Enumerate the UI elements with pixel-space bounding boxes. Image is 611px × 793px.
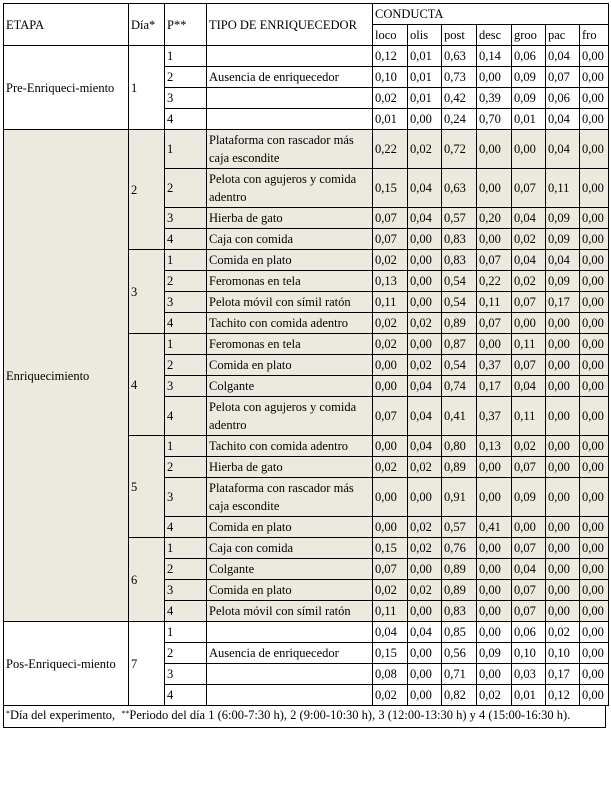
header-etapa: ETAPA <box>4 4 129 46</box>
value-cell-groo: 0,07 <box>512 601 546 622</box>
period-cell: 2 <box>165 355 207 376</box>
value-cell-pac: 0,04 <box>546 46 580 67</box>
period-cell: 3 <box>165 292 207 313</box>
value-cell-groo: 0,01 <box>512 685 546 706</box>
period-cell: 1 <box>165 538 207 559</box>
value-cell-post: 0,89 <box>442 457 477 478</box>
value-cell-pac: 0,00 <box>546 355 580 376</box>
value-cell-pac: 0,00 <box>546 559 580 580</box>
header-conducta: CONDUCTA <box>373 4 609 25</box>
value-cell-loco: 0,00 <box>373 436 408 457</box>
value-cell-fro: 0,00 <box>580 559 609 580</box>
value-cell-fro: 0,00 <box>580 397 609 436</box>
value-cell-olis: 0,00 <box>408 271 442 292</box>
value-cell-pac: 0,04 <box>546 250 580 271</box>
header-col-loco: loco <box>373 25 408 46</box>
value-cell-fro: 0,00 <box>580 208 609 229</box>
day-cell: 3 <box>129 250 165 334</box>
value-cell-desc: 0,00 <box>477 622 512 643</box>
enricher-type-cell: Pelota móvil con símil ratón <box>207 601 373 622</box>
enricher-type-cell <box>207 685 373 706</box>
value-cell-groo: 0,00 <box>512 130 546 169</box>
value-cell-post: 0,87 <box>442 334 477 355</box>
stage-cell: Enriquecimiento <box>4 130 129 622</box>
value-cell-groo: 0,03 <box>512 664 546 685</box>
enricher-type-cell: Comida en plato <box>207 580 373 601</box>
value-cell-pac: 0,00 <box>546 436 580 457</box>
value-cell-groo: 0,06 <box>512 46 546 67</box>
footnote-day-text: Día del experimento, <box>10 708 116 722</box>
value-cell-groo: 0,07 <box>512 169 546 208</box>
day-cell: 5 <box>129 436 165 538</box>
value-cell-loco: 0,02 <box>373 457 408 478</box>
value-cell-post: 0,73 <box>442 67 477 88</box>
enricher-type-cell: Pelota con agujeros y comida adentro <box>207 397 373 436</box>
header-tipo: TIPO DE ENRIQUECEDOR <box>207 4 373 46</box>
value-cell-desc: 0,39 <box>477 88 512 109</box>
value-cell-fro: 0,00 <box>580 478 609 517</box>
value-cell-groo: 0,11 <box>512 334 546 355</box>
period-cell: 2 <box>165 271 207 292</box>
footnote <box>3 706 606 728</box>
value-cell-fro: 0,00 <box>580 517 609 538</box>
value-cell-post: 0,63 <box>442 46 477 67</box>
value-cell-desc: 0,00 <box>477 478 512 517</box>
header-col-fro: fro <box>580 25 609 46</box>
value-cell-desc: 0,00 <box>477 664 512 685</box>
value-cell-olis: 0,02 <box>408 538 442 559</box>
period-cell: 1 <box>165 622 207 643</box>
value-cell-pac: 0,04 <box>546 109 580 130</box>
enricher-type-cell: Ausencia de enriquecedor <box>207 643 373 664</box>
value-cell-desc: 0,37 <box>477 397 512 436</box>
value-cell-fro: 0,00 <box>580 334 609 355</box>
value-cell-post: 0,57 <box>442 517 477 538</box>
value-cell-post: 0,76 <box>442 538 477 559</box>
value-cell-groo: 0,07 <box>512 538 546 559</box>
value-cell-olis: 0,00 <box>408 685 442 706</box>
value-cell-fro: 0,00 <box>580 229 609 250</box>
header-dia: Día* <box>129 4 165 46</box>
value-cell-post: 0,89 <box>442 313 477 334</box>
value-cell-fro: 0,00 <box>580 46 609 67</box>
period-cell: 1 <box>165 46 207 67</box>
value-cell-pac: 0,00 <box>546 538 580 559</box>
header-periodo: P** <box>165 4 207 46</box>
value-cell-pac: 0,09 <box>546 229 580 250</box>
period-cell: 2 <box>165 643 207 664</box>
value-cell-olis: 0,04 <box>408 169 442 208</box>
value-cell-groo: 0,04 <box>512 250 546 271</box>
value-cell-desc: 0,22 <box>477 271 512 292</box>
period-cell: 4 <box>165 517 207 538</box>
value-cell-post: 0,91 <box>442 478 477 517</box>
value-cell-olis: 0,04 <box>408 622 442 643</box>
enricher-type-cell: Hierba de gato <box>207 208 373 229</box>
footnote-mark-period: ** <box>121 709 130 718</box>
value-cell-post: 0,24 <box>442 109 477 130</box>
value-cell-post: 0,83 <box>442 229 477 250</box>
value-cell-fro: 0,00 <box>580 643 609 664</box>
table-row <box>4 46 609 67</box>
footnote-period-text: Periodo del día 1 (6:00-7:30 h), 2 (9:00-10:30 h), 3 (12:00-13:30 h) y 4 (15:00-16:30 h). <box>129 708 571 722</box>
value-cell-desc: 0,11 <box>477 292 512 313</box>
value-cell-olis: 0,00 <box>408 229 442 250</box>
value-cell-desc: 0,37 <box>477 355 512 376</box>
value-cell-desc: 0,00 <box>477 457 512 478</box>
value-cell-pac: 0,17 <box>546 664 580 685</box>
value-cell-post: 0,42 <box>442 88 477 109</box>
value-cell-loco: 0,01 <box>373 109 408 130</box>
value-cell-loco: 0,07 <box>373 208 408 229</box>
value-cell-fro: 0,00 <box>580 271 609 292</box>
value-cell-groo: 0,02 <box>512 271 546 292</box>
value-cell-olis: 0,04 <box>408 376 442 397</box>
value-cell-olis: 0,00 <box>408 601 442 622</box>
value-cell-fro: 0,00 <box>580 250 609 271</box>
enricher-type-cell: Colgante <box>207 376 373 397</box>
value-cell-fro: 0,00 <box>580 355 609 376</box>
value-cell-olis: 0,00 <box>408 478 442 517</box>
value-cell-loco: 0,04 <box>373 622 408 643</box>
value-cell-loco: 0,00 <box>373 517 408 538</box>
period-cell: 2 <box>165 457 207 478</box>
value-cell-groo: 0,04 <box>512 559 546 580</box>
value-cell-olis: 0,01 <box>408 67 442 88</box>
period-cell: 1 <box>165 130 207 169</box>
value-cell-loco: 0,13 <box>373 271 408 292</box>
value-cell-post: 0,54 <box>442 355 477 376</box>
value-cell-fro: 0,00 <box>580 376 609 397</box>
value-cell-loco: 0,00 <box>373 376 408 397</box>
header-col-pac: pac <box>546 25 580 46</box>
value-cell-post: 0,71 <box>442 664 477 685</box>
value-cell-desc: 0,07 <box>477 250 512 271</box>
value-cell-olis: 0,00 <box>408 109 442 130</box>
behavior-table <box>3 3 609 706</box>
value-cell-desc: 0,09 <box>477 643 512 664</box>
enricher-type-cell: Hierba de gato <box>207 457 373 478</box>
value-cell-loco: 0,02 <box>373 88 408 109</box>
value-cell-olis: 0,00 <box>408 664 442 685</box>
value-cell-fro: 0,00 <box>580 622 609 643</box>
value-cell-loco: 0,02 <box>373 250 408 271</box>
header-col-post: post <box>442 25 477 46</box>
value-cell-groo: 0,07 <box>512 292 546 313</box>
enricher-type-cell: Comida en plato <box>207 250 373 271</box>
value-cell-post: 0,56 <box>442 643 477 664</box>
period-cell: 4 <box>165 601 207 622</box>
value-cell-pac: 0,02 <box>546 622 580 643</box>
value-cell-groo: 0,01 <box>512 109 546 130</box>
table-row <box>4 130 609 169</box>
period-cell: 2 <box>165 67 207 88</box>
value-cell-desc: 0,00 <box>477 67 512 88</box>
value-cell-loco: 0,00 <box>373 355 408 376</box>
period-cell: 2 <box>165 169 207 208</box>
value-cell-post: 0,83 <box>442 250 477 271</box>
value-cell-fro: 0,00 <box>580 685 609 706</box>
value-cell-groo: 0,07 <box>512 580 546 601</box>
value-cell-pac: 0,10 <box>546 643 580 664</box>
value-cell-olis: 0,04 <box>408 397 442 436</box>
value-cell-loco: 0,10 <box>373 67 408 88</box>
value-cell-pac: 0,00 <box>546 376 580 397</box>
value-cell-fro: 0,00 <box>580 601 609 622</box>
enricher-type-cell: Tachito con comida adentro <box>207 313 373 334</box>
value-cell-pac: 0,07 <box>546 67 580 88</box>
value-cell-post: 0,74 <box>442 376 477 397</box>
value-cell-loco: 0,07 <box>373 229 408 250</box>
value-cell-fro: 0,00 <box>580 67 609 88</box>
value-cell-olis: 0,00 <box>408 643 442 664</box>
value-cell-post: 0,89 <box>442 559 477 580</box>
value-cell-loco: 0,08 <box>373 664 408 685</box>
period-cell: 2 <box>165 559 207 580</box>
enricher-type-cell: Colgante <box>207 559 373 580</box>
value-cell-desc: 0,07 <box>477 313 512 334</box>
value-cell-desc: 0,20 <box>477 208 512 229</box>
value-cell-olis: 0,02 <box>408 313 442 334</box>
value-cell-post: 0,57 <box>442 208 477 229</box>
day-cell: 7 <box>129 622 165 706</box>
value-cell-desc: 0,14 <box>477 46 512 67</box>
enricher-type-cell: Ausencia de enriquecedor <box>207 67 373 88</box>
value-cell-post: 0,89 <box>442 580 477 601</box>
value-cell-desc: 0,00 <box>477 538 512 559</box>
value-cell-pac: 0,06 <box>546 88 580 109</box>
value-cell-loco: 0,02 <box>373 334 408 355</box>
enricher-type-cell <box>207 109 373 130</box>
value-cell-olis: 0,01 <box>408 46 442 67</box>
enricher-type-cell <box>207 46 373 67</box>
value-cell-olis: 0,04 <box>408 208 442 229</box>
value-cell-loco: 0,12 <box>373 46 408 67</box>
value-cell-desc: 0,00 <box>477 169 512 208</box>
value-cell-fro: 0,00 <box>580 457 609 478</box>
value-cell-pac: 0,09 <box>546 271 580 292</box>
enricher-type-cell: Pelota móvil con símil ratón <box>207 292 373 313</box>
enricher-type-cell <box>207 622 373 643</box>
value-cell-groo: 0,10 <box>512 643 546 664</box>
value-cell-groo: 0,07 <box>512 355 546 376</box>
value-cell-post: 0,82 <box>442 685 477 706</box>
value-cell-olis: 0,04 <box>408 436 442 457</box>
period-cell: 1 <box>165 250 207 271</box>
period-cell: 4 <box>165 685 207 706</box>
enricher-type-cell: Caja con comida <box>207 229 373 250</box>
value-cell-desc: 0,00 <box>477 601 512 622</box>
value-cell-pac: 0,12 <box>546 685 580 706</box>
value-cell-pac: 0,00 <box>546 580 580 601</box>
value-cell-groo: 0,11 <box>512 397 546 436</box>
enricher-type-cell: Feromonas en tela <box>207 334 373 355</box>
value-cell-fro: 0,00 <box>580 538 609 559</box>
value-cell-pac: 0,17 <box>546 292 580 313</box>
value-cell-loco: 0,02 <box>373 685 408 706</box>
value-cell-olis: 0,02 <box>408 130 442 169</box>
value-cell-groo: 0,09 <box>512 67 546 88</box>
period-cell: 3 <box>165 376 207 397</box>
value-cell-loco: 0,15 <box>373 169 408 208</box>
value-cell-loco: 0,15 <box>373 538 408 559</box>
value-cell-olis: 0,00 <box>408 250 442 271</box>
value-cell-loco: 0,22 <box>373 130 408 169</box>
period-cell: 3 <box>165 478 207 517</box>
value-cell-groo: 0,09 <box>512 88 546 109</box>
table-body <box>4 46 609 706</box>
value-cell-pac: 0,09 <box>546 208 580 229</box>
value-cell-pac: 0,00 <box>546 334 580 355</box>
value-cell-desc: 0,00 <box>477 130 512 169</box>
value-cell-loco: 0,00 <box>373 478 408 517</box>
enricher-type-cell: Tachito con comida adentro <box>207 436 373 457</box>
value-cell-loco: 0,07 <box>373 397 408 436</box>
value-cell-fro: 0,00 <box>580 130 609 169</box>
enricher-type-cell <box>207 664 373 685</box>
table-row <box>4 622 609 643</box>
value-cell-post: 0,54 <box>442 271 477 292</box>
value-cell-fro: 0,00 <box>580 664 609 685</box>
period-cell: 3 <box>165 208 207 229</box>
value-cell-desc: 0,00 <box>477 334 512 355</box>
period-cell: 4 <box>165 229 207 250</box>
header-col-groo: groo <box>512 25 546 46</box>
value-cell-desc: 0,70 <box>477 109 512 130</box>
value-cell-desc: 0,41 <box>477 517 512 538</box>
value-cell-fro: 0,00 <box>580 109 609 130</box>
day-cell: 1 <box>129 46 165 130</box>
value-cell-groo: 0,04 <box>512 208 546 229</box>
value-cell-post: 0,80 <box>442 436 477 457</box>
value-cell-fro: 0,00 <box>580 292 609 313</box>
value-cell-loco: 0,11 <box>373 601 408 622</box>
enricher-type-cell: Pelota con agujeros y comida adentro <box>207 169 373 208</box>
value-cell-groo: 0,07 <box>512 457 546 478</box>
day-cell: 6 <box>129 538 165 622</box>
value-cell-olis: 0,01 <box>408 88 442 109</box>
value-cell-post: 0,72 <box>442 130 477 169</box>
value-cell-loco: 0,02 <box>373 580 408 601</box>
data-table-container <box>3 3 606 728</box>
value-cell-fro: 0,00 <box>580 580 609 601</box>
value-cell-pac: 0,00 <box>546 457 580 478</box>
period-cell: 1 <box>165 334 207 355</box>
enricher-type-cell: Comida en plato <box>207 355 373 376</box>
value-cell-groo: 0,00 <box>512 313 546 334</box>
value-cell-loco: 0,15 <box>373 643 408 664</box>
period-cell: 4 <box>165 313 207 334</box>
value-cell-desc: 0,17 <box>477 376 512 397</box>
value-cell-pac: 0,00 <box>546 601 580 622</box>
value-cell-desc: 0,00 <box>477 229 512 250</box>
value-cell-groo: 0,02 <box>512 229 546 250</box>
value-cell-post: 0,83 <box>442 601 477 622</box>
period-cell: 4 <box>165 109 207 130</box>
header-col-desc: desc <box>477 25 512 46</box>
value-cell-loco: 0,02 <box>373 313 408 334</box>
period-cell: 4 <box>165 397 207 436</box>
value-cell-olis: 0,00 <box>408 559 442 580</box>
value-cell-groo: 0,02 <box>512 436 546 457</box>
value-cell-loco: 0,07 <box>373 559 408 580</box>
value-cell-post: 0,54 <box>442 292 477 313</box>
enricher-type-cell: Feromonas en tela <box>207 271 373 292</box>
value-cell-desc: 0,02 <box>477 685 512 706</box>
value-cell-pac: 0,00 <box>546 517 580 538</box>
header-row-top <box>4 4 609 25</box>
value-cell-desc: 0,00 <box>477 580 512 601</box>
value-cell-desc: 0,00 <box>477 559 512 580</box>
value-cell-groo: 0,09 <box>512 478 546 517</box>
period-cell: 3 <box>165 88 207 109</box>
value-cell-groo: 0,00 <box>512 517 546 538</box>
value-cell-olis: 0,00 <box>408 334 442 355</box>
value-cell-groo: 0,04 <box>512 376 546 397</box>
enricher-type-cell: Plataforma con rascador más caja escondite <box>207 478 373 517</box>
value-cell-olis: 0,02 <box>408 517 442 538</box>
value-cell-pac: 0,00 <box>546 397 580 436</box>
value-cell-pac: 0,00 <box>546 313 580 334</box>
value-cell-desc: 0,13 <box>477 436 512 457</box>
stage-cell: Pos-Enriqueci-miento <box>4 622 129 706</box>
value-cell-post: 0,85 <box>442 622 477 643</box>
footnote-mark-day: * <box>6 709 10 718</box>
enricher-type-cell: Plataforma con rascador más caja escondite <box>207 130 373 169</box>
enricher-type-cell <box>207 88 373 109</box>
stage-cell: Pre-Enriqueci-miento <box>4 46 129 130</box>
value-cell-olis: 0,02 <box>408 457 442 478</box>
enricher-type-cell: Comida en plato <box>207 517 373 538</box>
value-cell-post: 0,41 <box>442 397 477 436</box>
period-cell: 3 <box>165 664 207 685</box>
period-cell: 1 <box>165 436 207 457</box>
value-cell-fro: 0,00 <box>580 169 609 208</box>
value-cell-pac: 0,11 <box>546 169 580 208</box>
value-cell-loco: 0,11 <box>373 292 408 313</box>
value-cell-pac: 0,00 <box>546 478 580 517</box>
value-cell-olis: 0,02 <box>408 580 442 601</box>
value-cell-olis: 0,02 <box>408 355 442 376</box>
value-cell-post: 0,63 <box>442 169 477 208</box>
value-cell-olis: 0,00 <box>408 292 442 313</box>
value-cell-fro: 0,00 <box>580 436 609 457</box>
value-cell-fro: 0,00 <box>580 313 609 334</box>
value-cell-pac: 0,04 <box>546 130 580 169</box>
header-col-olis: olis <box>408 25 442 46</box>
period-cell: 3 <box>165 580 207 601</box>
enricher-type-cell: Caja con comida <box>207 538 373 559</box>
value-cell-fro: 0,00 <box>580 88 609 109</box>
day-cell: 4 <box>129 334 165 436</box>
value-cell-groo: 0,06 <box>512 622 546 643</box>
day-cell: 2 <box>129 130 165 250</box>
